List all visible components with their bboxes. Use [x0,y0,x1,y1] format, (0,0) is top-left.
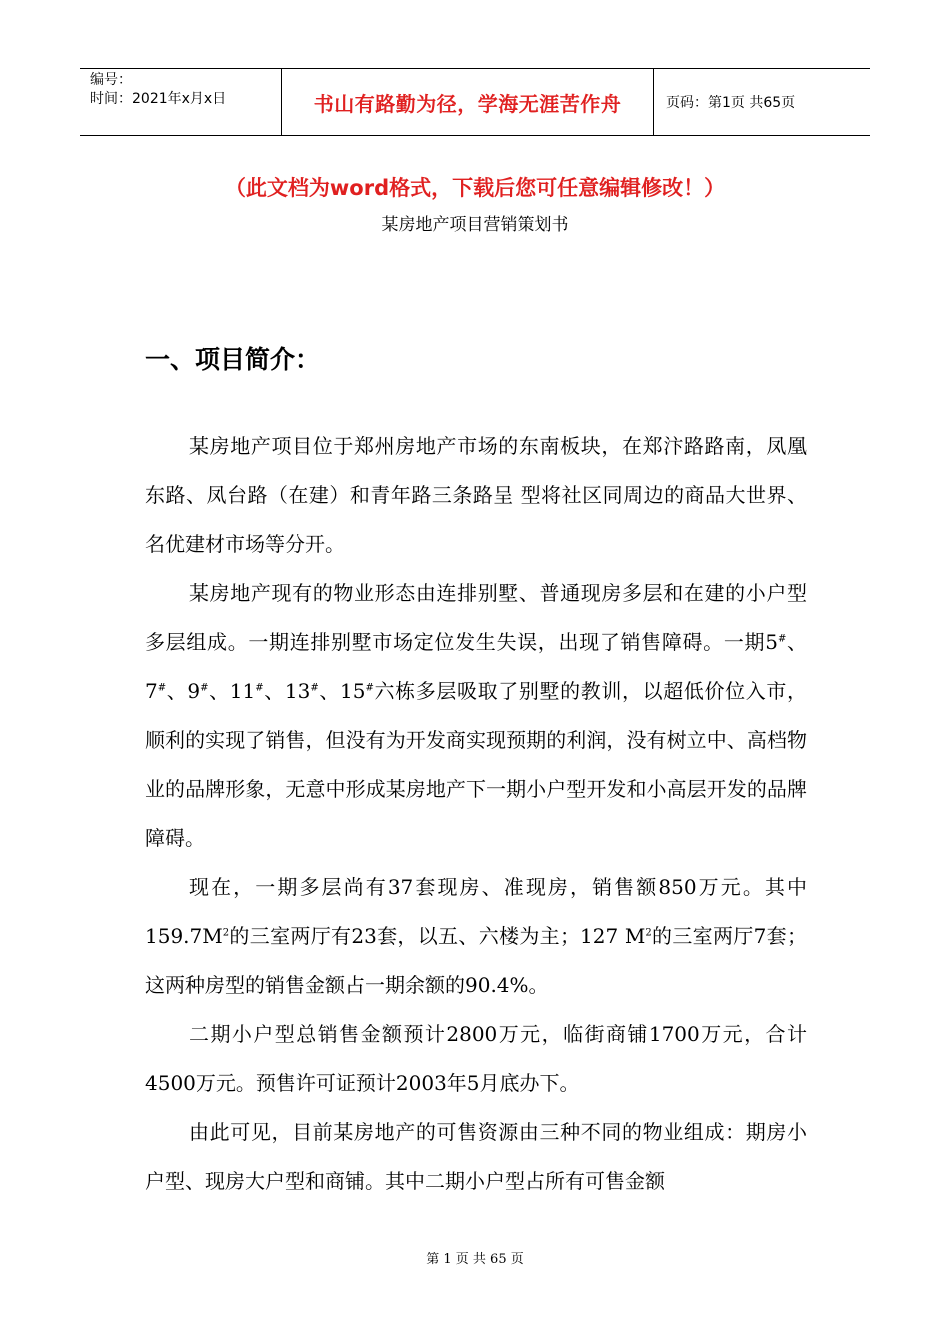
header-meta-cell [80,69,282,135]
header-page-info: 页码：第1页 共65页 [666,95,796,111]
header-motto: 书山有路勤为径，学海无涯苦作舟 [282,69,654,135]
square-mark: 2 [222,927,230,939]
section-heading: 一、项目简介： [145,345,321,374]
building-mark: # [157,682,167,694]
building-mark: # [310,682,319,694]
building-mark: # [200,682,209,694]
header-table [80,68,870,136]
document-title: 某房地产项目营销策划书 [381,215,569,235]
building-mark: # [365,682,374,694]
paragraph-3: 现在，一期多层尚有37套现房、准现房，销售额850万元。其中$159.7M^2$的三室两厅有23套，以五、六楼为主；127 $M^2$的三室两厅7套；这两种房型的销售金额占一期余额的90.4%。 [145,875,807,997]
page-footer: 第 1 页 共 65 页 [426,1252,524,1267]
edit-notice: （此文档为word格式，下载后您可任意编辑修改！） [224,176,726,200]
document-date-label: 时间：2021年x月x日 [90,91,227,107]
paragraph-5: 由此可见，目前某房地产的可售资源由三种不同的物业组成：期房小户型、现房大户型和商铺。其中二期小户型占所有可售金额 [145,1120,807,1193]
document-number-label: 编号： [90,72,132,88]
body-text [145,422,807,1206]
building-mark: # [255,682,264,694]
building-mark: # [777,633,787,645]
paragraph-1: 某房地产项目位于郑州房地产市场的东南板块，在郑汴路路南，凤凰东路、凤台路（在建）和青年路三条路呈 型将社区同周边的商品大世界、名优建材市场等分开。 [145,434,807,556]
paragraph-4: 二期小户型总销售金额预计2800万元，临街商铺1700万元，合计4500万元。预售许可证预计2003年5月底办下。 [145,1022,807,1095]
square-mark: 2 [645,927,652,939]
paragraph-2: 某房地产现有的物业形态由连排别墅、普通现房多层和在建的小户型多层组成。一期连排别墅市场定位发生失误，出现了销售障碍。一期5#、7#、9#、11#、13#、15#六栋多层吸取了别墅的教训，以超低价位入市，顺利的实现了销售，但没有为开发商实现预期的利润，没有树立中、高档物业的品牌形象，无意中形成某房地产下一期小户型开发和小高层开发的品牌障碍。 [145,581,808,850]
